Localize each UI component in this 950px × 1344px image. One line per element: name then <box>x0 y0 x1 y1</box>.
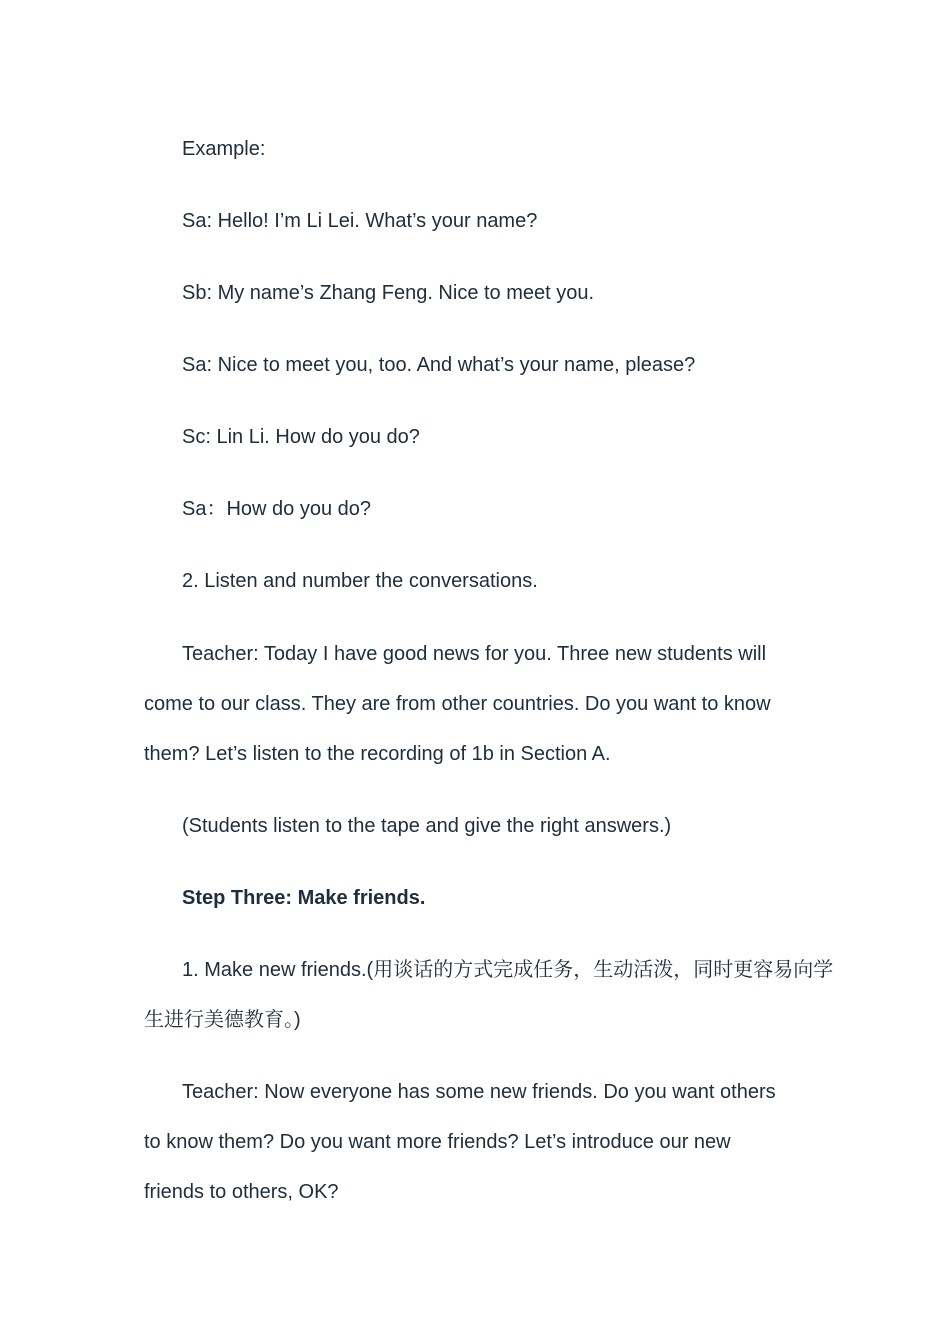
paragraph-line: Teacher: Now everyone has some new friends. Do you want others <box>182 1081 776 1103</box>
dialogue-text: Sc: Lin Li. How do you do? <box>182 426 420 448</box>
section-heading: Step Three: Make friends. <box>182 887 426 909</box>
dialogue-line-sc-1 <box>144 412 816 462</box>
example-heading <box>144 124 816 174</box>
students-note <box>144 801 816 851</box>
dialogue-line-sa-1 <box>144 196 816 246</box>
make-friends-item <box>144 945 834 1045</box>
dialogue-line-sa-3 <box>144 484 816 534</box>
example-label: Example: <box>182 138 266 160</box>
paragraph-line: friends to others, OK? <box>144 1181 339 1203</box>
listen-instruction <box>144 556 816 606</box>
dialogue-text: Sa: Nice to meet you, too. And what’s your name, please? <box>182 354 696 376</box>
teacher-paragraph-1 <box>144 629 816 779</box>
instruction-text: 2. Listen and number the conversations. <box>182 570 538 592</box>
dialogue-line-sb-1 <box>144 268 816 318</box>
step-three-heading <box>144 873 816 923</box>
dialogue-line-sa-2 <box>144 340 816 390</box>
paragraph-line: to know them? Do you want more friends? Let’s introduce our new <box>144 1131 731 1153</box>
paragraph-line: 1. Make new friends.(用谈话的方式完成任务，生动活泼，同时更容易向学 <box>182 959 834 981</box>
dialogue-text: Sa: Hello! I’m Li Lei. What’s your name? <box>182 210 538 232</box>
dialogue-text: Sa：How do you do? <box>182 498 372 520</box>
paragraph-line: Teacher: Today I have good news for you. Three new students will <box>182 643 767 665</box>
note-text: (Students listen to the tape and give the right answers.) <box>182 815 672 837</box>
paragraph-line: come to our class. They are from other countries. Do you want to know <box>144 693 771 715</box>
paragraph-line: them? Let’s listen to the recording of 1b in Section A. <box>144 743 611 765</box>
dialogue-text: Sb: My name’s Zhang Feng. Nice to meet you. <box>182 282 595 304</box>
teacher-paragraph-2 <box>144 1067 816 1217</box>
paragraph-line: 生进行美德教育。) <box>144 1009 301 1031</box>
